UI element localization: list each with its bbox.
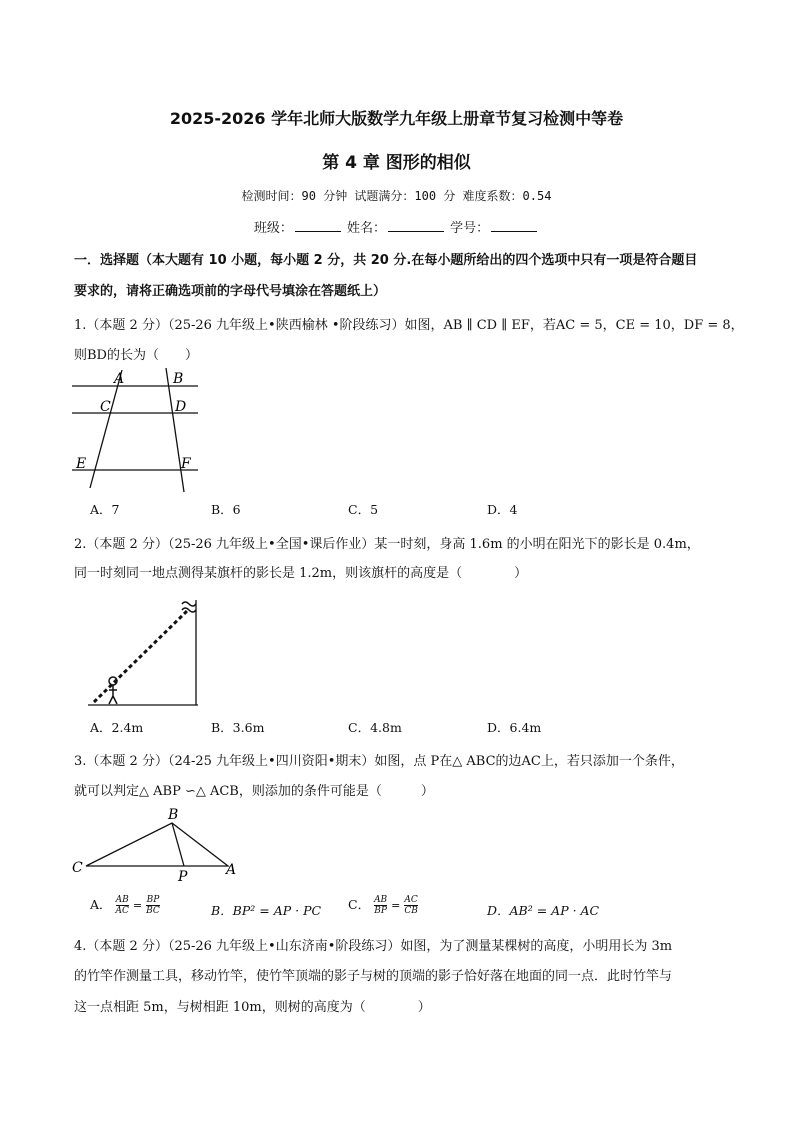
label-c: C [72, 860, 83, 876]
chapter-title: 第 4 章 图形的相似 [322, 153, 471, 173]
equals: = [391, 899, 401, 912]
triangle-abc [86, 823, 228, 866]
q1-option-c[interactable]: C．5 [348, 502, 379, 517]
label-b: B [168, 807, 179, 823]
label-b: B [173, 371, 184, 387]
fraction-ac-cb [404, 895, 418, 916]
name-label: 姓名： [346, 221, 386, 236]
option-c-letter: C． [348, 897, 371, 912]
q3-option-a[interactable] [90, 895, 160, 916]
label-e: E [76, 456, 87, 472]
numerator: AC [404, 895, 418, 905]
section-line-2: 要求的，请将正确选项前的字母代号填涂在答题纸上） [74, 284, 387, 299]
q2-line-1: 2.（本题 2 分）（25-26 九年级上•全国•课后作业）某一时刻，身高 1.6m 的小明在阳光下的影长是 0.4m， [74, 537, 700, 552]
q1-option-d[interactable]: D．4 [487, 502, 518, 517]
q1-parallel-lines-figure [70, 366, 205, 494]
class-blank[interactable] [295, 219, 341, 232]
q3-triangle-figure [70, 806, 240, 884]
id-blank[interactable] [491, 219, 537, 232]
q3-line-2: 就可以判定△ ABP ∽△ ACB，则添加的条件可能是（ ） [74, 784, 434, 799]
fraction-bp-bc [146, 895, 160, 916]
q2-line-2: 同一时刻同一地点测得某旗杆的影长是 1.2m，则该旗杆的高度是（ ） [74, 566, 528, 581]
q3-option-c[interactable] [348, 895, 418, 916]
segment-bp [172, 823, 184, 866]
q2-option-d[interactable]: D．6.4m [487, 720, 542, 735]
q3-line-1: 3.（本题 2 分）（24-25 九年级上•四川资阳•期末）如图，点 P在△ ABC的边AC上，若只添加一个条件， [74, 754, 684, 769]
paper-title: 2025-2026 学年北师大版数学九年级上册章节复习检测中等卷 [169, 109, 624, 128]
flag-icon [182, 602, 196, 612]
exam-meta: 检测时间：90 分钟 试题满分：100 分 难度系数：0.54 [241, 189, 552, 203]
label-f: F [181, 456, 191, 472]
denominator: AC [115, 906, 129, 916]
label-a: A [226, 862, 237, 878]
class-label: 班级： [253, 221, 293, 236]
option-a-letter: A． [90, 897, 112, 912]
q4-line-2: 的竹竿作测量工具，移动竹竿，使竹竿顶端的影子与树的顶端的影子恰好落在地面的同一点．此时竹竿与 [74, 969, 673, 984]
q3-option-d[interactable]: D．AB² = AP · AC [487, 903, 600, 918]
q2-option-c[interactable]: C．4.8m [348, 720, 402, 735]
equals: = [132, 899, 143, 912]
q2-option-a[interactable]: A．2.4m [90, 720, 144, 735]
denominator: CB [404, 906, 418, 916]
fraction-ab-bp [374, 895, 387, 916]
numerator: AB [115, 895, 129, 905]
label-c: C [100, 399, 111, 415]
label-a: A [114, 371, 125, 387]
label-p: P [178, 869, 188, 884]
label-d: D [175, 399, 187, 415]
q4-line-1: 4.（本题 2 分）（25-26 九年级上•山东济南•阶段练习）如图，为了测量某棵树的高度，小明用长为 3m [74, 939, 673, 954]
q3-option-b[interactable]: B．BP² = AP · PC [211, 903, 322, 918]
sun-ray-dashed [94, 610, 188, 702]
numerator: BP [146, 895, 160, 905]
q1-line-1: 1.（本题 2 分）（25-26 九年级上•陕西榆林 •阶段练习）如图，AB ∥ CD ∥ EF，若AC = 5，CE = 10，DF = 8， [74, 318, 744, 333]
fraction-ab-ac [116, 895, 129, 916]
denominator: BC [146, 906, 160, 916]
id-label: 学号： [450, 221, 490, 236]
numerator: AB [374, 895, 388, 905]
q2-option-b[interactable]: B．3.6m [211, 720, 265, 735]
q2-flagpole-figure [86, 596, 206, 708]
q4-line-3: 这一点相距 5m，与树相距 10m，则树的高度为（ ） [74, 1000, 431, 1015]
student-info [0, 217, 793, 236]
q1-line-2: 则BD的长为（ ） [74, 348, 198, 363]
name-blank[interactable] [388, 219, 444, 232]
q1-option-b[interactable]: B．6 [211, 502, 241, 517]
section-line-1: 一．选择题（本大题有 10 小题，每小题 2 分，共 20 分.在每小题所给出的四个选项中只有一项是符合题目 [74, 253, 698, 268]
q1-option-a[interactable]: A．7 [90, 502, 120, 517]
denominator: BP [374, 906, 387, 916]
